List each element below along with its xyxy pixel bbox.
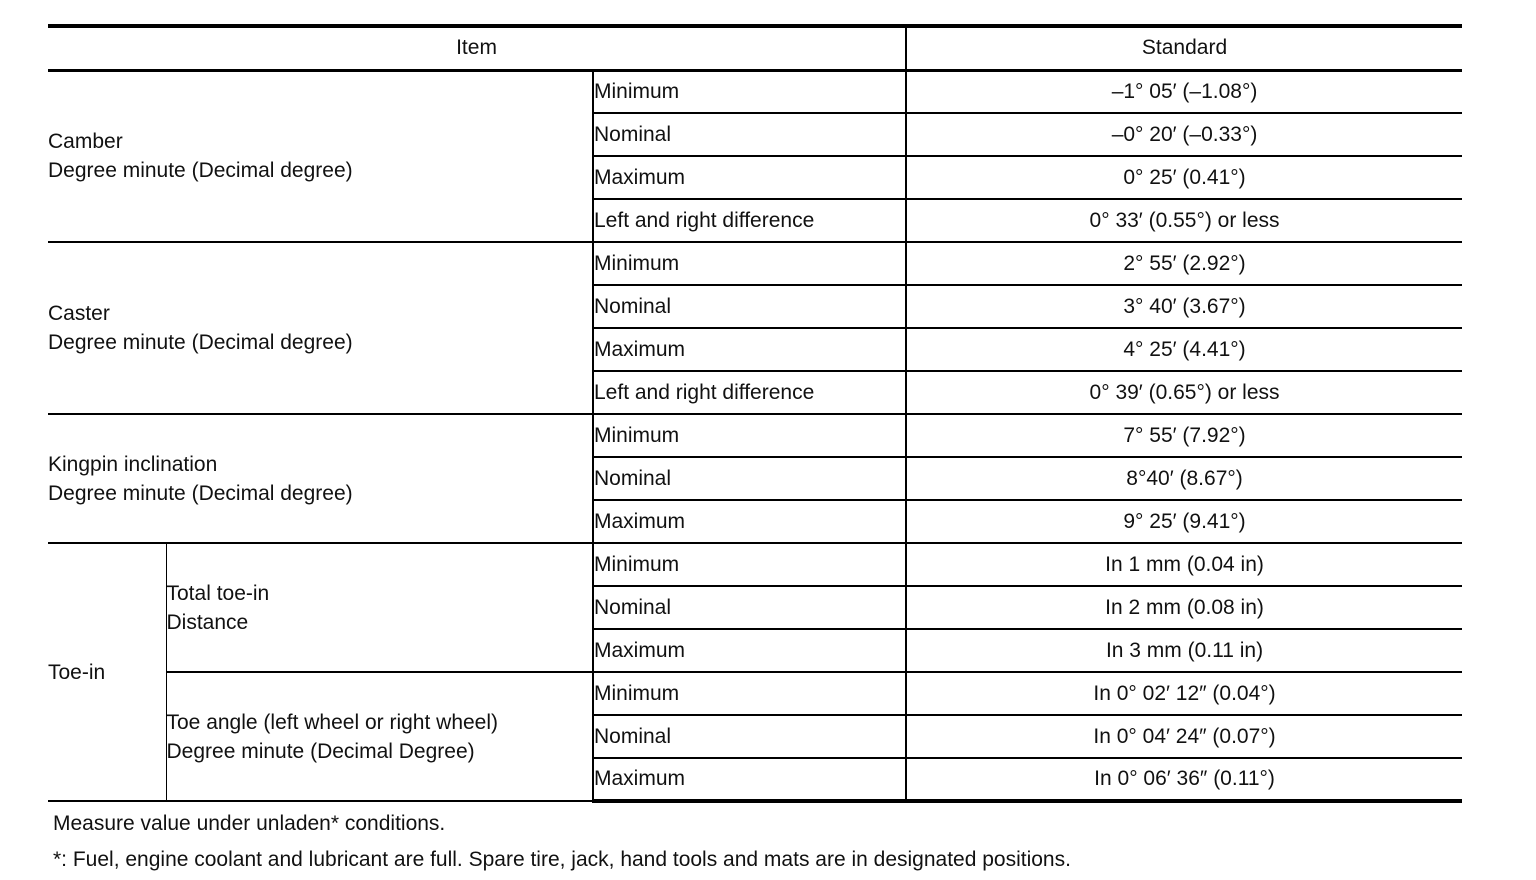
value-cell: In 0° 02′ 12″ (0.04°) — [906, 672, 1462, 715]
table-header-row — [48, 26, 1462, 70]
note-unladen: Measure value under unladen* conditions. — [53, 812, 446, 835]
level-cell: Minimum — [593, 672, 906, 715]
level-cell: Minimum — [593, 242, 906, 285]
total-toe-in-unit: Distance — [166, 610, 249, 634]
toe-in-label — [48, 543, 166, 801]
level-cell: Left and right difference — [593, 371, 906, 414]
header-standard: Standard — [906, 26, 1462, 70]
total-toe-in-title: Total toe-in — [166, 581, 270, 605]
kingpin-title: Kingpin inclination — [48, 452, 218, 476]
table-row — [48, 242, 1462, 285]
header-item: Item — [48, 26, 906, 70]
level-cell: Minimum — [593, 70, 906, 113]
value-cell: In 0° 06′ 36″ (0.11°) — [906, 758, 1462, 801]
value-cell: 0° 25′ (0.41°) — [906, 156, 1462, 199]
table-row — [48, 414, 1462, 457]
total-toe-in-label — [166, 543, 593, 672]
level-cell: Nominal — [593, 285, 906, 328]
kingpin-label — [48, 414, 593, 543]
value-cell: In 0° 04′ 24″ (0.07°) — [906, 715, 1462, 758]
level-cell: Minimum — [593, 414, 906, 457]
value-cell: 7° 55′ (7.92°) — [906, 414, 1462, 457]
value-cell: –1° 05′ (–1.08°) — [906, 70, 1462, 113]
level-cell: Nominal — [593, 586, 906, 629]
value-cell: 8°40′ (8.67°) — [906, 457, 1462, 500]
toe-angle-label — [166, 672, 593, 801]
camber-title: Camber — [48, 130, 123, 154]
level-cell: Maximum — [593, 156, 906, 199]
note-footnote: *: Fuel, engine coolant and lubricant are full. Spare tire, jack, hand tools and mats are in designated positions. — [53, 848, 1071, 871]
table-row — [48, 70, 1462, 113]
level-cell: Maximum — [593, 629, 906, 672]
camber-unit: Degree minute (Decimal degree) — [48, 159, 353, 183]
table-row — [48, 672, 1462, 715]
toe-angle-unit: Degree minute (Decimal Degree) — [166, 739, 475, 763]
level-cell: Maximum — [593, 328, 906, 371]
level-cell: Nominal — [593, 457, 906, 500]
value-cell: In 1 mm (0.04 in) — [906, 543, 1462, 586]
toe-in-title: Toe-in — [48, 660, 106, 684]
value-cell: 4° 25′ (4.41°) — [906, 328, 1462, 371]
level-cell: Nominal — [593, 715, 906, 758]
value-cell: In 2 mm (0.08 in) — [906, 586, 1462, 629]
value-cell: –0° 20′ (–0.33°) — [906, 113, 1462, 156]
caster-label — [48, 242, 593, 414]
value-cell: 9° 25′ (9.41°) — [906, 500, 1462, 543]
wheel-alignment-table — [48, 24, 1462, 803]
table-notes — [53, 806, 1071, 878]
caster-unit: Degree minute (Decimal degree) — [48, 331, 353, 354]
table-row — [48, 543, 1462, 586]
value-cell: 2° 55′ (2.92°) — [906, 242, 1462, 285]
kingpin-unit: Degree minute (Decimal degree) — [48, 481, 353, 505]
value-cell: 3° 40′ (3.67°) — [906, 285, 1462, 328]
value-cell: 0° 33′ (0.55°) or less — [906, 199, 1462, 242]
level-cell: Maximum — [593, 758, 906, 801]
level-cell: Minimum — [593, 543, 906, 586]
level-cell: Left and right difference — [593, 199, 906, 242]
value-cell: 0° 39′ (0.65°) or less — [906, 371, 1462, 414]
camber-label — [48, 70, 593, 242]
level-cell: Nominal — [593, 113, 906, 156]
toe-angle-title: Toe angle (left wheel or right wheel) — [166, 710, 499, 734]
caster-title: Caster — [48, 302, 110, 325]
level-cell: Maximum — [593, 500, 906, 543]
value-cell: In 3 mm (0.11 in) — [906, 629, 1462, 672]
